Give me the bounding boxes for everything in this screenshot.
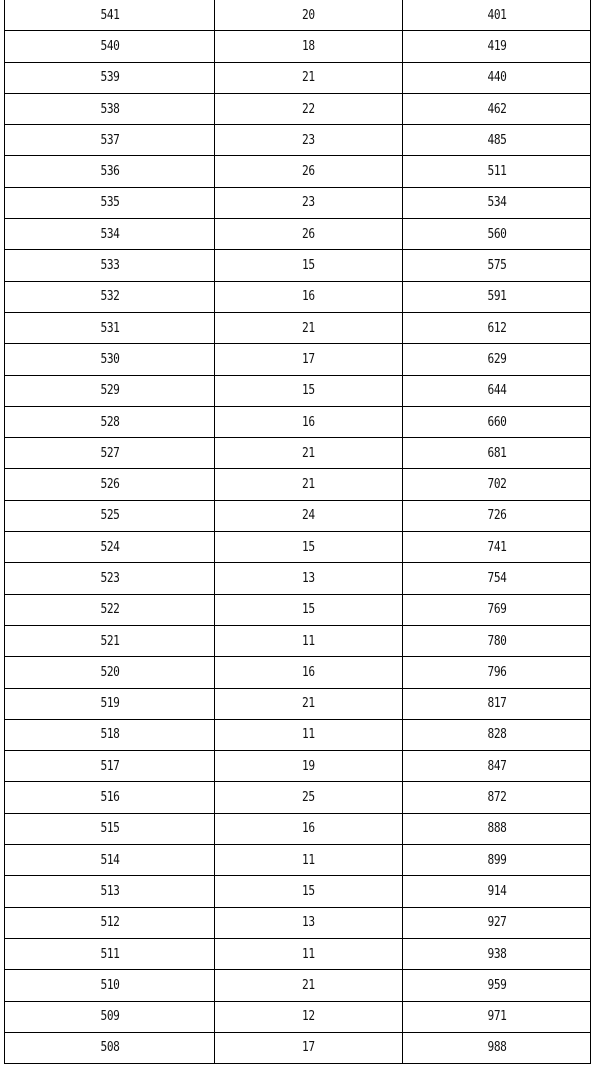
score-table	[4, 0, 591, 1064]
count-cell-text: 11	[302, 727, 315, 743]
table-row	[5, 594, 591, 625]
table-row	[5, 719, 591, 750]
table-row	[5, 281, 591, 312]
table-row	[5, 93, 591, 124]
cumulative-cell-text: 560	[487, 226, 506, 242]
table-row	[5, 970, 591, 1001]
cumulative-cell-text: 971	[487, 1009, 506, 1025]
count-cell	[215, 469, 403, 500]
table-row	[5, 751, 591, 782]
count-cell-text: 23	[302, 132, 315, 148]
table-row	[5, 125, 591, 156]
score-cell	[5, 500, 215, 531]
count-cell	[215, 657, 403, 688]
count-cell-text: 18	[302, 38, 315, 54]
count-cell	[215, 563, 403, 594]
table-row	[5, 31, 591, 62]
count-cell	[215, 625, 403, 656]
score-cell-text: 535	[100, 195, 119, 211]
table-row	[5, 845, 591, 876]
cumulative-cell	[403, 187, 591, 218]
count-cell	[215, 31, 403, 62]
cumulative-cell	[403, 876, 591, 907]
cumulative-cell-text: 485	[487, 132, 506, 148]
table-row	[5, 187, 591, 218]
cumulative-cell	[403, 845, 591, 876]
table-row	[5, 657, 591, 688]
cumulative-cell	[403, 938, 591, 969]
cumulative-cell	[403, 1032, 591, 1063]
count-cell	[215, 375, 403, 406]
count-cell	[215, 62, 403, 93]
cumulative-cell	[403, 782, 591, 813]
cumulative-cell	[403, 406, 591, 437]
table-row	[5, 532, 591, 563]
score-cell	[5, 187, 215, 218]
table-body	[5, 0, 591, 1064]
score-cell-text: 511	[100, 946, 119, 962]
count-cell-text: 17	[302, 351, 315, 367]
count-cell-text: 13	[302, 915, 315, 931]
cumulative-cell	[403, 0, 591, 31]
score-cell	[5, 1001, 215, 1032]
score-cell	[5, 938, 215, 969]
count-cell-text: 16	[302, 664, 315, 680]
cumulative-cell	[403, 563, 591, 594]
count-cell-text: 11	[302, 852, 315, 868]
score-cell	[5, 876, 215, 907]
cumulative-cell	[403, 970, 591, 1001]
table-row	[5, 938, 591, 969]
score-cell-text: 513	[100, 883, 119, 899]
cumulative-cell-text: 769	[487, 602, 506, 618]
count-cell	[215, 438, 403, 469]
score-cell	[5, 438, 215, 469]
score-cell	[5, 406, 215, 437]
table-row	[5, 688, 591, 719]
count-cell	[215, 93, 403, 124]
table-row	[5, 500, 591, 531]
table-row	[5, 0, 591, 31]
count-cell-text: 12	[302, 1009, 315, 1025]
score-cell-text: 536	[100, 164, 119, 180]
score-cell	[5, 93, 215, 124]
cumulative-cell-text: 888	[487, 821, 506, 837]
count-cell	[215, 312, 403, 343]
cumulative-cell	[403, 375, 591, 406]
count-cell-text: 15	[302, 258, 315, 274]
cumulative-cell-text: 988	[487, 1040, 506, 1056]
score-cell	[5, 907, 215, 938]
count-cell-text: 13	[302, 570, 315, 586]
score-cell-text: 509	[100, 1009, 119, 1025]
score-cell	[5, 125, 215, 156]
table-row	[5, 813, 591, 844]
count-cell	[215, 813, 403, 844]
cumulative-cell-text: 419	[487, 38, 506, 54]
table-row	[5, 625, 591, 656]
count-cell	[215, 876, 403, 907]
score-cell	[5, 751, 215, 782]
cumulative-cell	[403, 93, 591, 124]
count-cell	[215, 1032, 403, 1063]
cumulative-cell-text: 681	[487, 445, 506, 461]
score-cell-text: 508	[100, 1040, 119, 1056]
score-cell-text: 530	[100, 351, 119, 367]
cumulative-cell-text: 401	[487, 7, 506, 23]
table-row	[5, 438, 591, 469]
count-cell-text: 22	[302, 101, 315, 117]
table-row	[5, 469, 591, 500]
cumulative-cell-text: 741	[487, 539, 506, 555]
cumulative-cell-text: 511	[487, 164, 506, 180]
count-cell	[215, 219, 403, 250]
cumulative-cell	[403, 312, 591, 343]
score-cell-text: 529	[100, 383, 119, 399]
score-cell-text: 541	[100, 7, 119, 23]
count-cell	[215, 250, 403, 281]
count-cell-text: 21	[302, 70, 315, 86]
score-cell	[5, 219, 215, 250]
cumulative-cell-text: 462	[487, 101, 506, 117]
table-row	[5, 219, 591, 250]
count-cell	[215, 719, 403, 750]
count-cell-text: 21	[302, 320, 315, 336]
score-cell-text: 514	[100, 852, 119, 868]
count-cell-text: 17	[302, 1040, 315, 1056]
cumulative-cell-text: 644	[487, 383, 506, 399]
score-cell	[5, 594, 215, 625]
table-row	[5, 907, 591, 938]
count-cell-text: 25	[302, 790, 315, 806]
cumulative-cell-text: 629	[487, 351, 506, 367]
score-cell-text: 517	[100, 758, 119, 774]
table-row	[5, 344, 591, 375]
count-cell	[215, 594, 403, 625]
score-cell-text: 533	[100, 258, 119, 274]
score-cell	[5, 281, 215, 312]
score-cell	[5, 970, 215, 1001]
count-cell-text: 15	[302, 602, 315, 618]
count-cell	[215, 500, 403, 531]
score-cell	[5, 312, 215, 343]
count-cell	[215, 688, 403, 719]
score-cell-text: 540	[100, 38, 119, 54]
cumulative-cell	[403, 62, 591, 93]
score-cell-text: 516	[100, 790, 119, 806]
count-cell-text: 16	[302, 289, 315, 305]
cumulative-cell-text: 534	[487, 195, 506, 211]
score-cell-text: 526	[100, 477, 119, 493]
cumulative-cell	[403, 719, 591, 750]
cumulative-cell-text: 440	[487, 70, 506, 86]
score-cell	[5, 813, 215, 844]
count-cell-text: 21	[302, 696, 315, 712]
count-cell-text: 21	[302, 977, 315, 993]
score-cell	[5, 375, 215, 406]
table-row	[5, 406, 591, 437]
cumulative-cell-text: 914	[487, 883, 506, 899]
cumulative-cell	[403, 532, 591, 563]
score-cell	[5, 344, 215, 375]
score-cell	[5, 532, 215, 563]
cumulative-cell-text: 575	[487, 258, 506, 274]
count-cell-text: 15	[302, 883, 315, 899]
count-cell	[215, 1001, 403, 1032]
count-cell	[215, 0, 403, 31]
count-cell	[215, 156, 403, 187]
cumulative-cell-text: 754	[487, 570, 506, 586]
table-row	[5, 782, 591, 813]
score-cell	[5, 156, 215, 187]
score-cell-text: 522	[100, 602, 119, 618]
count-cell-text: 20	[302, 7, 315, 23]
score-cell	[5, 782, 215, 813]
count-cell-text: 11	[302, 946, 315, 962]
cumulative-cell	[403, 281, 591, 312]
count-cell-text: 15	[302, 539, 315, 555]
cumulative-cell-text: 591	[487, 289, 506, 305]
score-cell	[5, 845, 215, 876]
cumulative-cell	[403, 1001, 591, 1032]
cumulative-cell	[403, 594, 591, 625]
count-cell-text: 23	[302, 195, 315, 211]
score-cell	[5, 688, 215, 719]
score-cell	[5, 62, 215, 93]
cumulative-cell	[403, 469, 591, 500]
count-cell	[215, 782, 403, 813]
cumulative-cell-text: 612	[487, 320, 506, 336]
table-row	[5, 62, 591, 93]
count-cell	[215, 845, 403, 876]
count-cell-text: 19	[302, 758, 315, 774]
score-cell	[5, 0, 215, 31]
table-row	[5, 563, 591, 594]
cumulative-cell	[403, 625, 591, 656]
cumulative-cell	[403, 907, 591, 938]
table-row	[5, 250, 591, 281]
count-cell	[215, 751, 403, 782]
cumulative-cell	[403, 500, 591, 531]
score-cell-text: 519	[100, 696, 119, 712]
score-cell-text: 524	[100, 539, 119, 555]
cumulative-cell-text: 726	[487, 508, 506, 524]
count-cell	[215, 532, 403, 563]
count-cell	[215, 907, 403, 938]
cumulative-cell	[403, 219, 591, 250]
score-cell-text: 515	[100, 821, 119, 837]
score-cell-text: 525	[100, 508, 119, 524]
score-cell	[5, 1032, 215, 1063]
score-cell-text: 537	[100, 132, 119, 148]
score-cell	[5, 469, 215, 500]
cumulative-cell-text: 847	[487, 758, 506, 774]
count-cell-text: 15	[302, 383, 315, 399]
count-cell	[215, 970, 403, 1001]
cumulative-cell	[403, 156, 591, 187]
cumulative-cell-text: 927	[487, 915, 506, 931]
count-cell-text: 26	[302, 164, 315, 180]
score-cell-text: 521	[100, 633, 119, 649]
cumulative-cell	[403, 31, 591, 62]
count-cell-text: 21	[302, 445, 315, 461]
count-cell-text: 21	[302, 477, 315, 493]
cumulative-cell-text: 959	[487, 977, 506, 993]
score-cell-text: 510	[100, 977, 119, 993]
cumulative-cell	[403, 438, 591, 469]
score-cell	[5, 250, 215, 281]
score-cell-text: 538	[100, 101, 119, 117]
cumulative-cell-text: 938	[487, 946, 506, 962]
cumulative-cell-text: 872	[487, 790, 506, 806]
count-cell	[215, 187, 403, 218]
cumulative-cell	[403, 250, 591, 281]
cumulative-cell-text: 796	[487, 664, 506, 680]
score-cell-text: 520	[100, 664, 119, 680]
score-cell	[5, 719, 215, 750]
count-cell-text: 16	[302, 821, 315, 837]
score-cell-text: 512	[100, 915, 119, 931]
table-row	[5, 312, 591, 343]
score-cell-text: 539	[100, 70, 119, 86]
count-cell-text: 26	[302, 226, 315, 242]
score-cell-text: 531	[100, 320, 119, 336]
cumulative-cell-text: 828	[487, 727, 506, 743]
cumulative-cell	[403, 813, 591, 844]
score-cell	[5, 31, 215, 62]
count-cell	[215, 281, 403, 312]
cumulative-cell-text: 702	[487, 477, 506, 493]
count-cell	[215, 344, 403, 375]
cumulative-cell-text: 780	[487, 633, 506, 649]
cumulative-cell	[403, 125, 591, 156]
cumulative-cell-text: 817	[487, 696, 506, 712]
count-cell	[215, 938, 403, 969]
score-cell-text: 518	[100, 727, 119, 743]
table-row	[5, 156, 591, 187]
score-cell-text: 523	[100, 570, 119, 586]
count-cell-text: 24	[302, 508, 315, 524]
count-cell-text: 16	[302, 414, 315, 430]
table-row	[5, 1032, 591, 1063]
table-row	[5, 1001, 591, 1032]
cumulative-cell-text: 899	[487, 852, 506, 868]
count-cell	[215, 125, 403, 156]
score-cell	[5, 563, 215, 594]
score-cell-text: 532	[100, 289, 119, 305]
table-row	[5, 876, 591, 907]
table-row	[5, 375, 591, 406]
score-cell-text: 527	[100, 445, 119, 461]
score-cell	[5, 625, 215, 656]
cumulative-cell	[403, 344, 591, 375]
count-cell-text: 11	[302, 633, 315, 649]
cumulative-cell-text: 660	[487, 414, 506, 430]
score-cell-text: 534	[100, 226, 119, 242]
score-cell-text: 528	[100, 414, 119, 430]
cumulative-cell	[403, 751, 591, 782]
cumulative-cell	[403, 688, 591, 719]
cumulative-cell	[403, 657, 591, 688]
count-cell	[215, 406, 403, 437]
score-cell	[5, 657, 215, 688]
